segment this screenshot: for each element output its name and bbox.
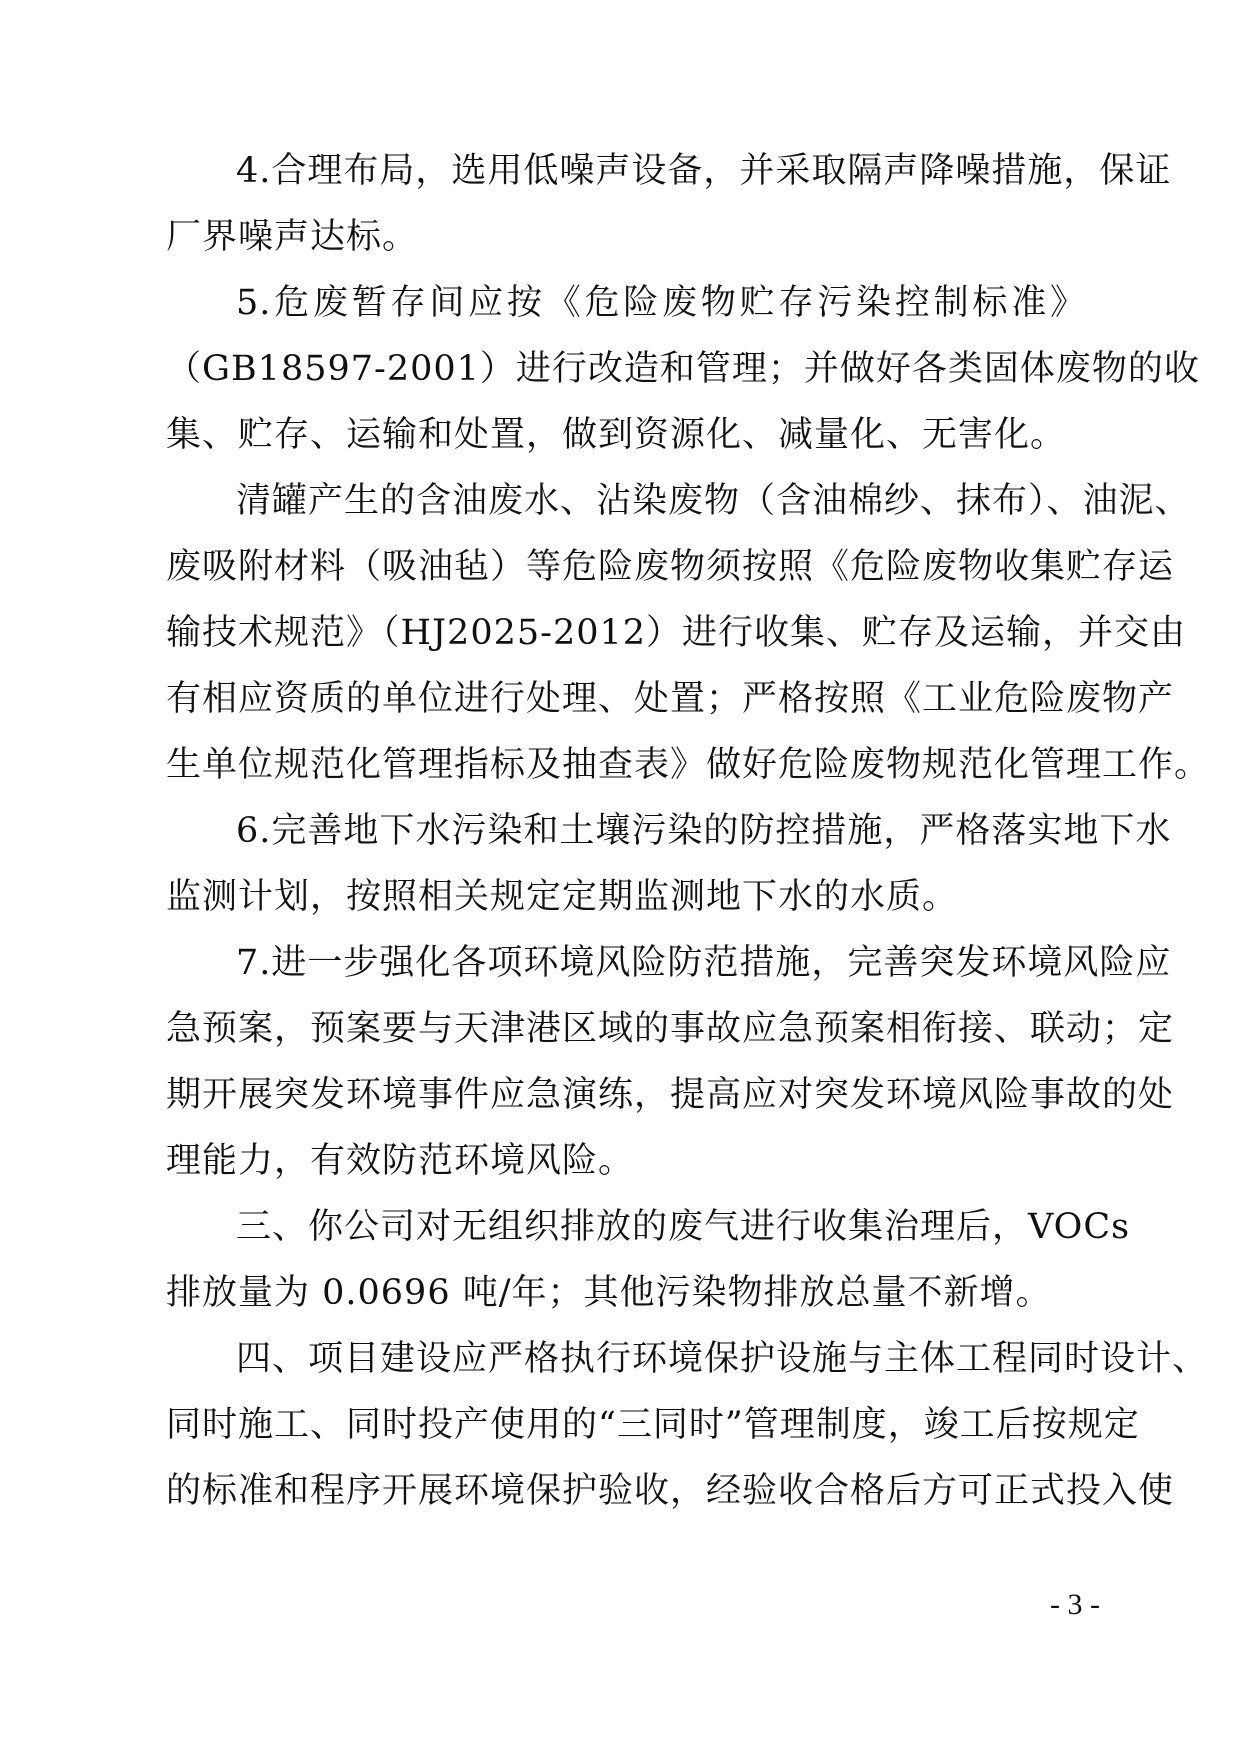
- text-line: 6.完善地下水污染和土壤污染的防控措施，严格落实地下水: [236, 811, 1172, 851]
- page-number: - 3 -: [1050, 1588, 1100, 1621]
- text-line: 5.危废暂存间应按《危险废物贮存污染控制标准》: [236, 283, 1086, 323]
- text-line: 急预案，预案要与天津港区域的事故应急预案相衔接、联动；定: [166, 1009, 1175, 1049]
- text-line: 的标准和程序开展环境保护验收，经验收合格后方可正式投入使: [166, 1471, 1175, 1511]
- text-line: 厂界噪声达标。: [166, 217, 419, 257]
- text-line: 7.进一步强化各项环境风险防范措施，完善突发环境风险应: [236, 943, 1172, 983]
- text-line: 废吸附材料（吸油毡）等危险废物须按照《危险废物收集贮存运: [166, 547, 1175, 587]
- text-line: 生单位规范化管理指标及抽查表》做好危险废物规范化管理工作。: [166, 745, 1211, 785]
- text-line: 清罐产生的含油废水、沾染废物（含油棉纱、抹布）、油泥、: [236, 481, 1191, 521]
- text-line: 有相应资质的单位进行处理、处置；严格按照《工业危险废物产: [166, 679, 1175, 719]
- text-line: 理能力，有效防范环境风险。: [166, 1141, 635, 1181]
- text-line: 输技术规范》（HJ2025-2012）进行收集、贮存及运输，并交由: [166, 613, 1187, 653]
- text-line: 4.合理布局，选用低噪声设备，并采取隔声降噪措施，保证: [236, 151, 1172, 191]
- text-line: 监测计划，按照相关规定定期监测地下水的水质。: [166, 877, 959, 917]
- text-line: 排放量为 0.0696 吨/年；其他污染物排放总量不新增。: [166, 1273, 1052, 1313]
- text-line: 四、项目建设应严格执行环境保护设施与主体工程同时设计、: [236, 1339, 1209, 1379]
- text-line: 集、贮存、运输和处置，做到资源化、减量化、无害化。: [166, 415, 1067, 455]
- text-line: 同时施工、同时投产使用的“三同时”管理制度，竣工后按规定: [166, 1405, 1140, 1445]
- text-line: （GB18597-2001）进行改造和管理；并做好各类固体废物的收: [166, 349, 1200, 389]
- text-line: 期开展突发环境事件应急演练，提高应对突发环境风险事故的处: [166, 1075, 1175, 1115]
- text-line: 三、你公司对无组织排放的废气进行收集治理后，VOCs: [236, 1207, 1131, 1247]
